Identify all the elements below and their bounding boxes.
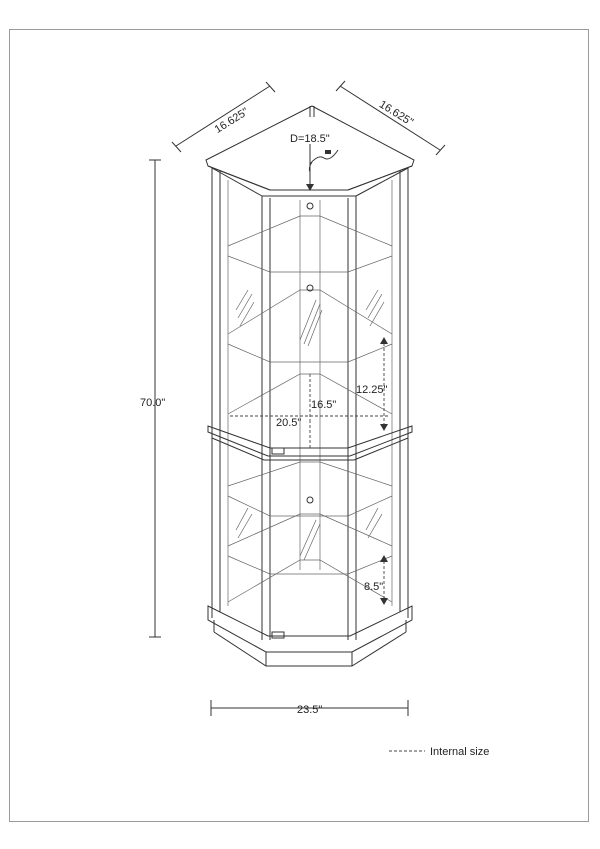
door-hinges: [272, 448, 284, 638]
height-label: 70.0": [140, 397, 166, 409]
internal-width-dimension: [230, 416, 390, 448]
lower-shelf-spacing-label: 8.5": [364, 581, 384, 593]
height-dimension: [140, 160, 165, 637]
top-right-depth-dimension: [336, 81, 445, 155]
upper-shelf-spacing-dimension: [356, 337, 388, 431]
shelf-lights: [307, 203, 313, 503]
width-dimension: [211, 700, 408, 716]
power-cord-icon: [309, 150, 338, 172]
cabinet-base: [208, 606, 412, 666]
upper-shelf-spacing-label: 12.25": [356, 384, 388, 396]
door-depth-dimension: [290, 133, 330, 191]
internal-diagonal-label: 16.5": [311, 399, 337, 411]
top-right-depth-label: 16.625": [376, 98, 416, 129]
width-label: 23.5": [297, 704, 323, 716]
legend: [389, 746, 489, 758]
legend-label: Internal size: [430, 746, 490, 758]
top-left-depth-label: 16.625": [212, 105, 251, 136]
door-depth-label: D=18.5": [290, 133, 330, 145]
top-left-depth-dimension: [172, 82, 275, 152]
internal-width-label: 20.5": [276, 417, 302, 429]
